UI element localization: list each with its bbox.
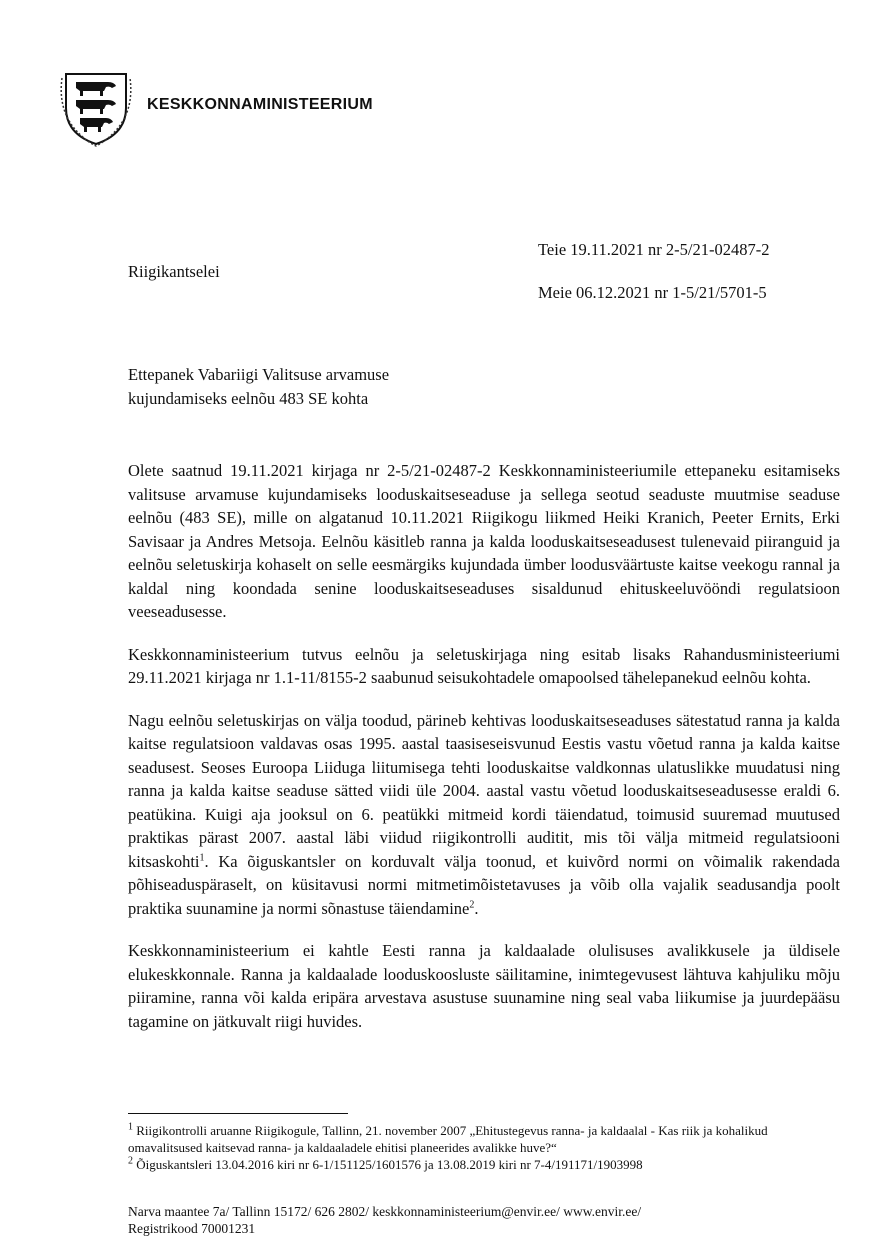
footnote-divider: [128, 1113, 348, 1114]
subject-line-1: Ettepanek Vabariigi Valitsuse arvamuse: [128, 365, 390, 384]
paragraph-4: Keskkonnaministeerium ei kahtle Eesti ranna ja kaldaalade olulisuses avalikkusele ja üldisele elukeskkonnale. Ranna ja kaldaalade looduskoosluste säilitamine, inimtegevusest lähtuva kahjuliku mõju piiramine, ranna või kalda eripära arvestava asustuse suunamine ning seal vaba liikumise ja juurdepääsu tagamine on jätkuvalt riigi huvides.: [128, 941, 840, 1031]
subject-line-2: kujundamiseks eelnõu 483 SE kohta: [128, 389, 369, 408]
footnote-1: [128, 1122, 840, 1156]
paragraph-1: Olete saatnud 19.11.2021 kirjaga nr 2-5/21-02487-2 Keskkonnaministeeriumile ettepaneku esitamiseks valitsuse arvamuse kujundamiseks looduskaitseseaduse ja sellega seotud seaduste muutmise seaduse eelnõu (483 SE), mille on algatanud 10.11.2021 Riigikogu liikmed Heiki Kranich, Peeter Ernits, Erki Savisaar ja Andres Metsoja. Eelnõu käsitleb ranna ja kalda looduskaitseseadusest tulenevaid piiranguid ja eelnõu seletuskirja kohaselt on selle eesmärgiks kujundada ümber loodusväärtuste kaitse veekogu rannal ja kaldal ning koondada senine looduskaitseseaduses sisaldunud ehituskeeluvööndi regulatsioon veeseadusesse.: [128, 461, 840, 621]
ministry-name: KESKKONNAMINISTEERIUM: [147, 96, 373, 113]
our-reference: Meie 06.12.2021 nr 1-5/21/5701-5: [538, 283, 767, 302]
footnote-number-2: 2: [128, 1155, 133, 1167]
paragraph-3-part-1: Nagu eelnõu seletuskirjas on välja toodud, pärineb kehtivas looduskaitseseaduses sätestatud ranna ja kalda kaitse regulatsioon valdavas osas 1995. aastal taasiseseisvunud Eestis vastu võetud ranna ja kalda kaitse seadusest. Seoses Euroopa Liiduga liitumisega tehti looduskaitse valdkonnas ulatuslikke muudatusi ning ranna ja kalda kaitse seaduse sätted viidi üle 2004. aastal vastu võetud looduskaitseseadusesse eraldi 6. peatükina. Kuigi aja jooksul on 6. peatükki mitmeid kordi täiendatud, toimusid suuremad muutused praktikas pärast 2007. aastal läbi viidud riigikontrolli auditit, mis tõi välja mitmeid regulatsiooni kitsaskohti: [128, 710, 840, 871]
letter-subject: [128, 363, 528, 411]
footer-address: Narva maantee 7a/ Tallinn 15172/ 626 2802/ keskkonnaministeerium@envir.ee/ www.envir.ee/: [128, 1204, 642, 1219]
paragraph-2: Keskkonnaministeerium tutvus eelnõu ja seletuskirjaga ning esitab lisaks Rahandusministeeriumi 29.11.2021 kirjaga nr 1.1-11/8155-2 saabunud seisukohtadele omapoolsed tähelepanekud eelnõu kohta.: [128, 644, 840, 687]
footnote-ref-1: 1: [199, 852, 205, 863]
footnote-number-1: 1: [128, 1121, 133, 1133]
footnotes: [128, 1122, 840, 1173]
page-footer: [128, 1203, 641, 1237]
paragraph-3: [128, 709, 840, 921]
paragraph-3-part-3: .: [474, 898, 479, 918]
letter-body: [128, 459, 840, 1052]
footnote-text-1: Riigikontrolli aruanne Riigikogule, Tallinn, 21. november 2007 „Ehitustegevus ranna- ja kaldaalal - Kas riik ja kohalikud omavalitsused kaitsevad ranna- ja kaldaaladele ehitisi planeerides avalikke huve?“: [128, 1123, 768, 1155]
addressee: Riigikantselei: [128, 262, 220, 281]
footer-registry-code: Registrikood 70001231: [128, 1221, 256, 1236]
footnote-ref-2: 2: [469, 899, 475, 910]
coat-of-arms-icon: [60, 68, 132, 148]
footnote-text-2: Õiguskantsleri 13.04.2016 kiri nr 6-1/151125/1601576 ja 13.08.2019 kiri nr 7-4/191171/1903998: [136, 1157, 643, 1172]
paragraph-3-part-2: . Ka õiguskantsler on korduvalt välja toonud, et kuivõrd normi on võimalik rakendada põhiseaduspäraselt, on küsitavusi normi mitmetimõistetavuses ja võib olla vajalik seadusandja poolt praktika suunamine ja normi sõnastuse täiendamine: [128, 851, 840, 918]
footnote-2: [128, 1156, 840, 1173]
your-reference: Teie 19.11.2021 nr 2-5/21-02487-2: [538, 240, 770, 259]
